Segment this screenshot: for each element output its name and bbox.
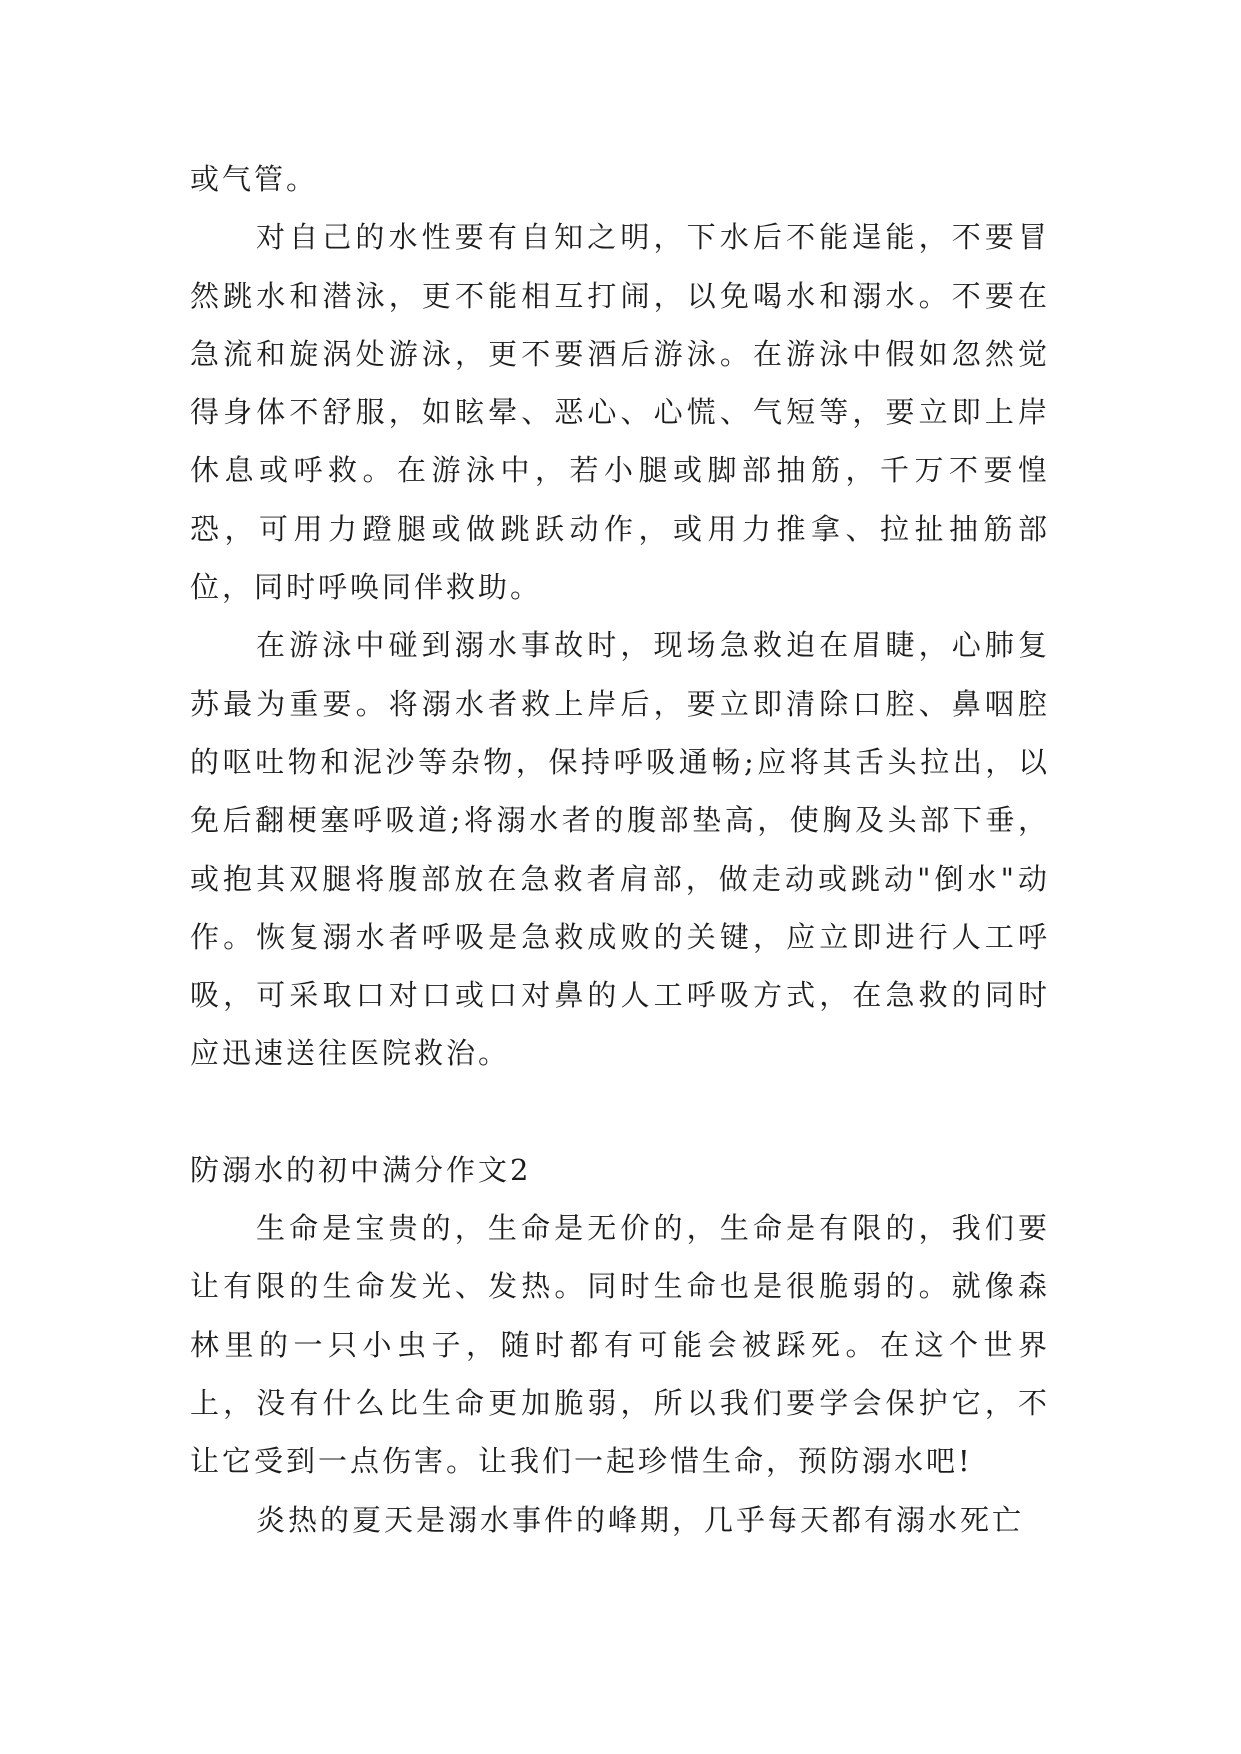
paragraph-swimming-safety: 对自己的水性要有自知之明，下水后不能逞能，不要冒然跳水和潜泳，更不能相互打闹，以免喝水和溺水。不要在急流和旋涡处游泳，更不要酒后游泳。在游泳中假如忽然觉得身体不舒服，如眩晕、恶心、心慌、气短等，要立即上岸休息或呼救。在游泳中，若小腿或脚部抽筋，千万不要惶恐，可用力蹬腿或做跳跃动作，或用力推拿、拉扯抽筋部位，同时呼唤同伴救助。 — [190, 220, 1050, 605]
paragraph-continuation: 或气管。 — [190, 162, 319, 196]
section-spacer — [190, 1083, 1050, 1141]
paragraph-summer-drowning: 炎热的夏天是溺水事件的峰期，几乎每天都有溺水死亡 — [256, 1502, 1025, 1537]
paragraph-first-aid: 在游泳中碰到溺水事故时，现场急救迫在眉睫，心肺复苏最为重要。将溺水者救上岸后，要立即清除口腔、鼻咽腔的呕吐物和泥沙等杂物，保持呼吸通畅;应将其舌头拉出，以免后翻梗塞呼吸道;将溺水者的腹部垫高，使胸及头部下垂，或抱其双腿将腹部放在急救者肩部，做走动或跳动"倒水"动作。恢复溺水者呼吸是急救成败的关键，应立即进行人工呼吸，可采取口对口或口对鼻的人工呼吸方式，在急救的同时应迅速送往医院救治。 — [190, 628, 1050, 1071]
document-page — [190, 150, 1050, 1549]
essay-heading: 防溺水的初中满分作文2 — [190, 1152, 532, 1187]
paragraph-value-of-life: 生命是宝贵的，生命是无价的，生命是有限的，我们要让有限的生命发光、发热。同时生命也是很脆弱的。就像森林里的一只小虫子，随时都有可能会被踩死。在这个世界上，没有什么比生命更加脆弱，所以我们要学会保护它，不让它受到一点伤害。让我们一起珍惜生命，预防溺水吧! — [190, 1211, 1050, 1479]
